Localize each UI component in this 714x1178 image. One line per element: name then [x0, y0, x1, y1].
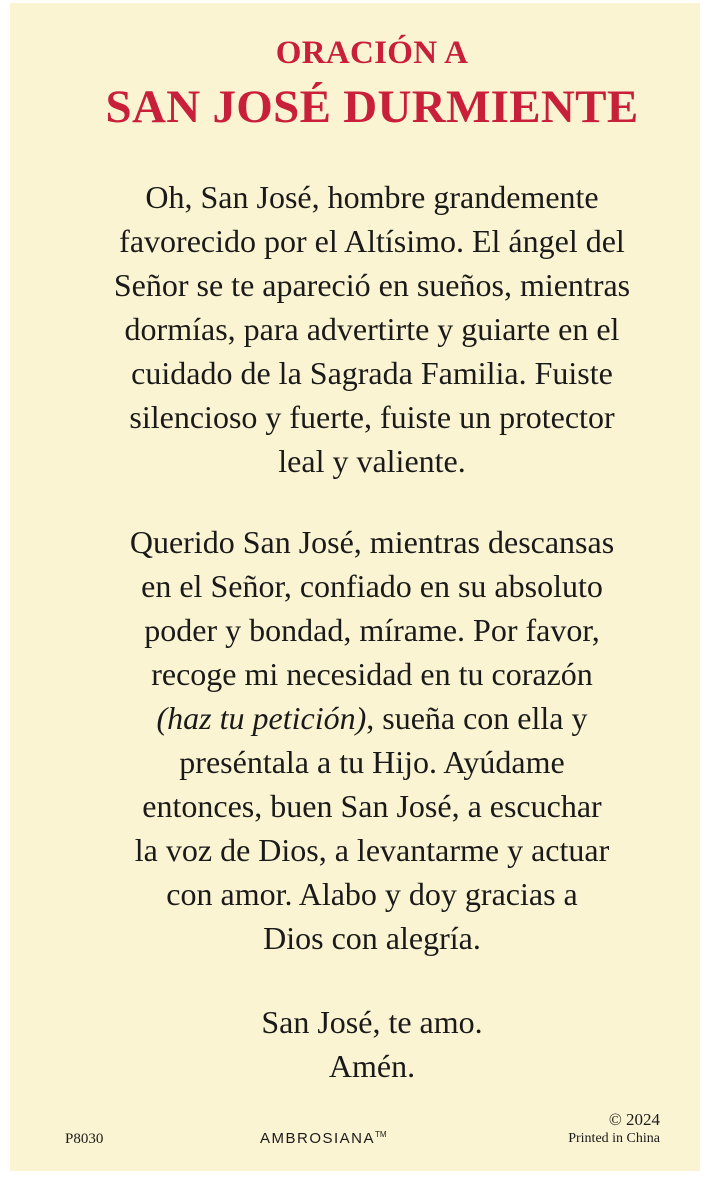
paragraph-line: poder y bondad, mírame. Por favor, — [144, 612, 600, 648]
brand-logo — [260, 1130, 387, 1147]
copyright: © 2024 — [608, 1110, 660, 1129]
title-line-1: ORACIÓN A — [275, 35, 469, 71]
title-line-2: SAN JOSÉ DURMIENTE — [105, 81, 639, 133]
trademark-mark: TM — [375, 1130, 387, 1139]
paragraph-line: entonces, buen San José, a escuchar — [142, 788, 602, 824]
paragraph-line: favorecido por el Altísimo. El ángel del — [119, 223, 625, 259]
brand-name: AMBROSIANA — [260, 1130, 376, 1147]
closing-lines — [10, 1000, 714, 1088]
paragraph-line: en el Señor, confiado en su absoluto — [141, 568, 603, 604]
printed-in: Printed in China — [568, 1131, 660, 1146]
paragraph-line: cuidado de la Sagrada Familia. Fuiste — [131, 355, 613, 391]
paragraph-line: Señor se te apareció en sueños, mientras — [113, 267, 631, 303]
paragraph-line: dormías, para advertirte y guiarte en el — [124, 311, 620, 347]
paragraph-line-mixed — [10, 696, 714, 740]
prayer-paragraph-2 — [10, 520, 714, 960]
closing-line: Amén. — [328, 1048, 416, 1084]
paragraph-line: la voz de Dios, a levantarme y actuar — [134, 832, 610, 868]
paragraph-line: silencioso y fuerte, fuiste un protector — [129, 399, 615, 435]
paragraph-line: Querido San José, mientras descansas — [129, 524, 615, 560]
paragraph-line: leal y valiente. — [278, 443, 466, 479]
closing-line: San José, te amo. — [261, 1004, 483, 1040]
prayer-paragraph-1 — [10, 175, 714, 483]
paragraph-line: Oh, San José, hombre grandemente — [145, 179, 599, 215]
paragraph-line: Dios con alegría. — [263, 920, 481, 956]
paragraph-line: recoge mi necesidad en tu corazón — [151, 656, 593, 692]
paragraph-line: con amor. Alabo y doy gracias a — [166, 876, 578, 912]
paragraph-line-rest: , sueña con ella y — [366, 700, 588, 736]
petition-placeholder: (haz tu petición) — [156, 700, 367, 736]
prayer-card — [10, 3, 700, 1171]
product-code: P8030 — [65, 1131, 104, 1147]
paragraph-line: preséntala a tu Hijo. Ayúdame — [179, 744, 565, 780]
footer-imprint — [530, 1110, 660, 1148]
